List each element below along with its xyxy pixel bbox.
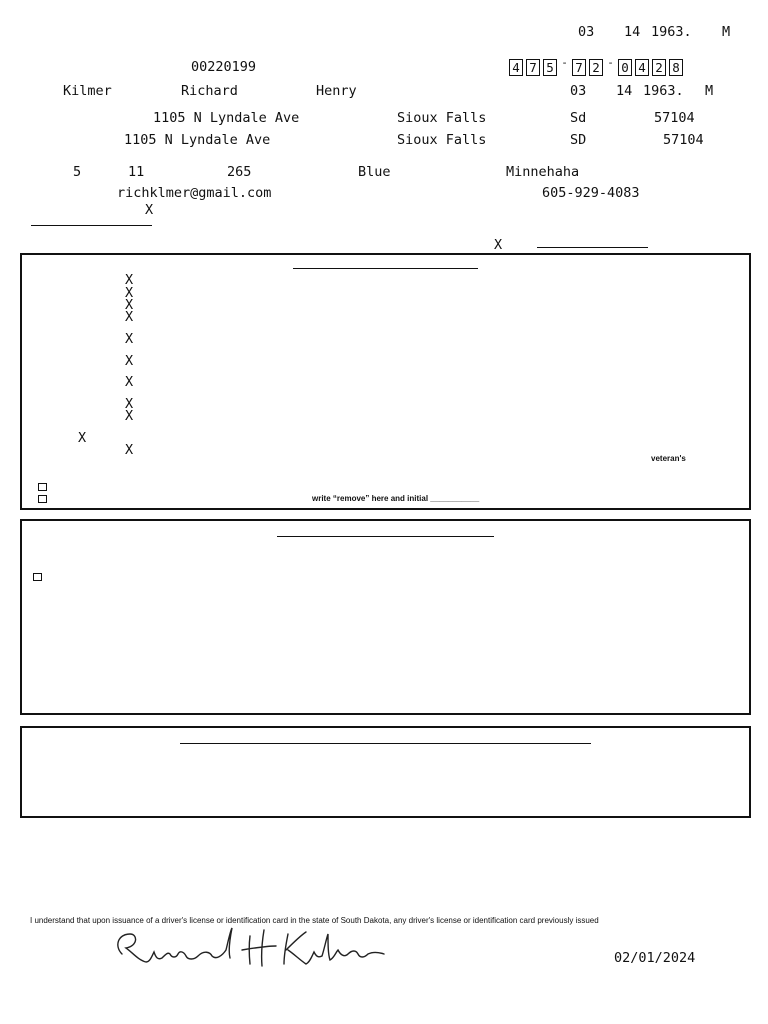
- dob-month: 03: [570, 83, 587, 99]
- ssn-digit: 7: [572, 59, 586, 76]
- mailing-zip: 57104: [663, 132, 704, 148]
- county: Minnehaha: [506, 164, 580, 180]
- remove-note: write “remove” here and initial ___________: [312, 494, 480, 503]
- section-1-x-mark: X: [125, 442, 134, 458]
- section-3-box: [20, 726, 751, 818]
- section-1-x-mark: X: [125, 285, 134, 301]
- ssn-digit: 8: [669, 59, 683, 76]
- section-1-x-mark: X: [125, 408, 134, 424]
- height-feet: 5: [73, 164, 82, 180]
- eye-color: Blue: [358, 164, 391, 180]
- section-2-heading-line: [277, 536, 494, 537]
- middle-name: Henry: [316, 83, 357, 99]
- phone: 605-929-4083: [542, 185, 640, 201]
- section-1-checkbox[interactable]: [38, 495, 47, 503]
- email: richklmer@gmail.com: [117, 185, 272, 201]
- mailing-state: SD: [570, 132, 587, 148]
- residence-street: 1105 N Lyndale Ave: [153, 110, 300, 126]
- dob-year: 1963.: [643, 83, 684, 99]
- ssn-dash: -: [607, 56, 614, 69]
- residence-city: Sioux Falls: [397, 110, 487, 126]
- ssn-digit: 2: [652, 59, 666, 76]
- mailing-street: 1105 N Lyndale Ave: [124, 132, 271, 148]
- upper-x-mark: X: [145, 202, 154, 218]
- ssn-digit: 5: [543, 59, 557, 76]
- top-sex: M: [722, 24, 731, 40]
- section-1-x-mark: X: [125, 331, 134, 347]
- ssn-digit: 2: [589, 59, 603, 76]
- first-name: Richard: [181, 83, 238, 99]
- ssn-field: [509, 56, 686, 78]
- top-dob-year: 1963.: [651, 24, 692, 40]
- section-1-x-mark: X: [125, 396, 134, 412]
- section-2-checkbox[interactable]: [33, 573, 42, 581]
- section-1-x-mark: X: [125, 309, 134, 325]
- upper-signature-line: [31, 225, 152, 226]
- residence-zip: 57104: [654, 110, 695, 126]
- ssn-digit: 7: [526, 59, 540, 76]
- mailing-city: Sioux Falls: [397, 132, 487, 148]
- ssn-dash: -: [561, 56, 568, 69]
- section-2-box: [20, 519, 751, 715]
- ssn-digit: 4: [509, 59, 523, 76]
- weight: 265: [227, 164, 252, 180]
- section-1-x-mark: X: [125, 353, 134, 369]
- section-1-x-mark: X: [125, 297, 134, 313]
- top-dob-day: 14: [624, 24, 641, 40]
- section-1-checkbox[interactable]: [38, 483, 47, 491]
- veterans-label: veteran's: [651, 454, 686, 463]
- section-1-heading-line: [293, 268, 478, 269]
- right-blank-line: [537, 247, 648, 248]
- section-1-x-mark: X: [125, 374, 134, 390]
- section-3-heading-line: [180, 743, 591, 744]
- signature: [108, 924, 390, 970]
- section-1-x-mark: X: [78, 430, 87, 446]
- footer-statement: I understand that upon issuance of a driver's license or identification card in the state of South Dakota, any driver's license or identification card previously issued: [30, 916, 599, 925]
- last-name: Kilmer: [63, 83, 112, 99]
- top-dob-month: 03: [578, 24, 595, 40]
- ssn-digit: 0: [618, 59, 632, 76]
- signature-date: 02/01/2024: [614, 950, 696, 966]
- sex: M: [705, 83, 714, 99]
- right-x-mark: X: [494, 237, 503, 253]
- license-number: 00220199: [191, 59, 257, 75]
- residence-state: Sd: [570, 110, 587, 126]
- height-inches: 11: [128, 164, 145, 180]
- section-1-x-mark: X: [125, 272, 134, 288]
- ssn-digit: 4: [635, 59, 649, 76]
- dob-day: 14: [616, 83, 633, 99]
